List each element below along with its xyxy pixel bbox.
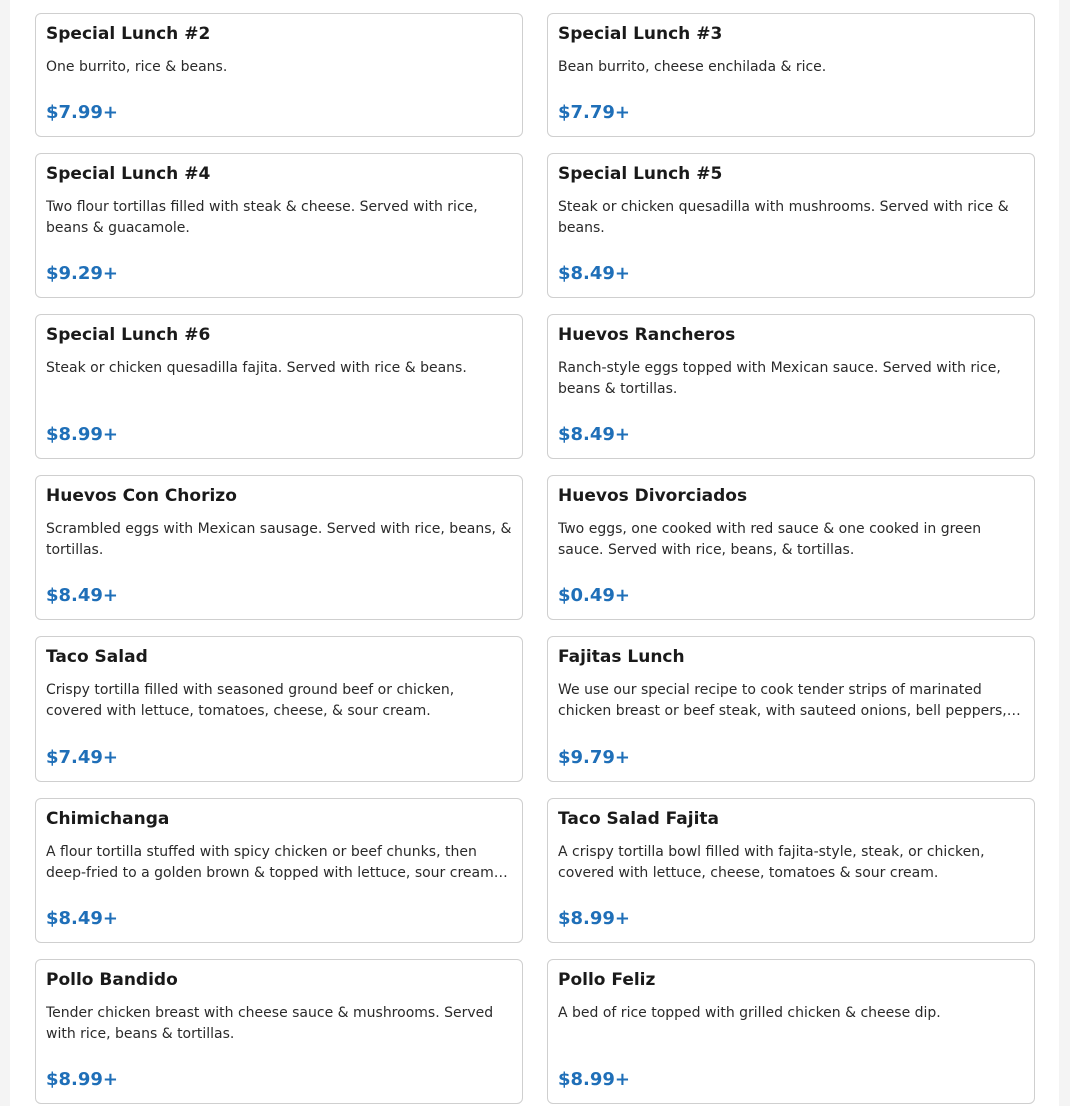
- menu-grid: [35, 13, 1034, 1104]
- menu-item-description: We use our special recipe to cook tender strips of marinated chicken breast or beef steak, with sauteed onions, bell peppers,…: [558, 682, 1021, 719]
- menu-item-description: Steak or chicken quesadilla with mushrooms. Served with rice & beans.: [558, 199, 1009, 236]
- menu-item-price: $8.99+: [46, 1069, 119, 1090]
- menu-item-title: Special Lunch #5: [558, 164, 723, 184]
- menu-item-card[interactable]: [35, 798, 523, 943]
- menu-item-title: Pollo Bandido: [46, 970, 178, 990]
- menu-item-card[interactable]: [35, 636, 523, 782]
- menu-item-price: $7.99+: [46, 102, 119, 123]
- menu-item-description: Ranch-style eggs topped with Mexican sauce. Served with rice, beans & tortillas.: [558, 360, 1001, 397]
- menu-item-card[interactable]: [547, 475, 1035, 620]
- menu-item-description: Steak or chicken quesadilla fajita. Served with rice & beans.: [46, 360, 467, 376]
- menu-item-title: Huevos Rancheros: [558, 325, 736, 345]
- menu-item-title: Huevos Con Chorizo: [46, 486, 237, 506]
- menu-item-description: A crispy tortilla bowl filled with fajita-style, steak, or chicken, covered with lettuce, cheese, tomatoes & sour cream.: [558, 844, 985, 881]
- menu-item-price: $7.79+: [558, 102, 631, 123]
- menu-item-price: $9.79+: [558, 747, 631, 768]
- menu-item-card[interactable]: [35, 475, 523, 620]
- menu-item-price: $8.49+: [558, 424, 631, 445]
- menu-item-description: Crispy tortilla filled with seasoned ground beef or chicken, covered with lettuce, tomatoes, cheese, & sour cream.: [46, 682, 455, 719]
- menu-item-title: Special Lunch #3: [558, 24, 723, 44]
- menu-item-title: Chimichanga: [46, 809, 170, 829]
- menu-item-card[interactable]: [547, 314, 1035, 459]
- menu-item-title: Fajitas Lunch: [558, 647, 685, 667]
- menu-item-card[interactable]: [547, 959, 1035, 1104]
- menu-item-description: A flour tortilla stuffed with spicy chicken or beef chunks, then deep-fried to a golden brown & topped with lettuce, sour cream…: [46, 844, 508, 881]
- menu-item-description: Scrambled eggs with Mexican sausage. Served with rice, beans, & tortillas.: [46, 521, 512, 558]
- menu-item-description: Two eggs, one cooked with red sauce & one cooked in green sauce. Served with rice, beans, & tortillas.: [558, 521, 982, 558]
- menu-item-price: $8.49+: [558, 263, 631, 284]
- menu-item-card[interactable]: [35, 959, 523, 1104]
- menu-item-card[interactable]: [35, 13, 523, 137]
- menu-item-title: Taco Salad: [46, 647, 148, 667]
- menu-item-description: Two flour tortillas filled with steak & cheese. Served with rice, beans & guacamole.: [46, 199, 478, 236]
- menu-item-card[interactable]: [547, 13, 1035, 137]
- menu-item-description: Tender chicken breast with cheese sauce & mushrooms. Served with rice, beans & tortillas.: [46, 1005, 494, 1042]
- menu-item-card[interactable]: [547, 798, 1035, 943]
- menu-item-price: $8.99+: [558, 908, 631, 929]
- menu-item-price: $8.99+: [46, 424, 119, 445]
- menu-item-title: Taco Salad Fajita: [558, 809, 719, 829]
- menu-item-title: Special Lunch #6: [46, 325, 211, 345]
- menu-item-title: Pollo Feliz: [558, 970, 656, 990]
- menu-item-description: One burrito, rice & beans.: [46, 59, 228, 75]
- menu-item-card[interactable]: [547, 636, 1035, 782]
- menu-item-price: $7.49+: [46, 747, 119, 768]
- menu-item-card[interactable]: [547, 153, 1035, 298]
- menu-page: [10, 0, 1059, 1106]
- menu-item-price: $8.49+: [46, 585, 119, 606]
- menu-item-card[interactable]: [35, 314, 523, 459]
- menu-item-price: $8.49+: [46, 908, 119, 929]
- menu-item-title: Special Lunch #4: [46, 164, 211, 184]
- menu-item-card[interactable]: [35, 153, 523, 298]
- menu-item-price: $0.49+: [558, 585, 631, 606]
- menu-item-price: $8.99+: [558, 1069, 631, 1090]
- menu-item-price: $9.29+: [46, 263, 119, 284]
- menu-item-description: A bed of rice topped with grilled chicken & cheese dip.: [558, 1005, 941, 1021]
- menu-item-title: Special Lunch #2: [46, 24, 211, 44]
- menu-item-description: Bean burrito, cheese enchilada & rice.: [558, 59, 827, 75]
- menu-item-title: Huevos Divorciados: [558, 486, 748, 506]
